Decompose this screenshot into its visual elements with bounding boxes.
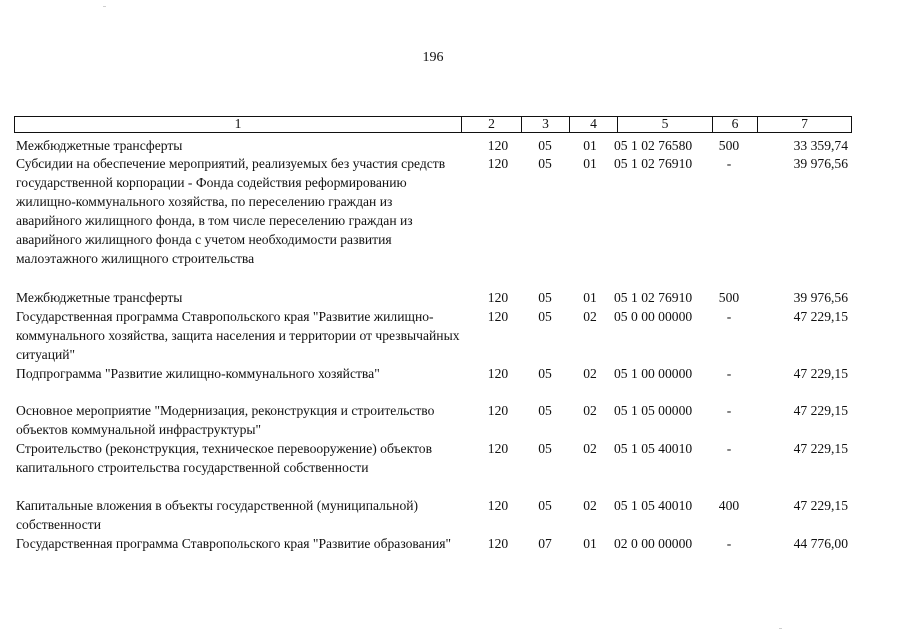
row-code-ministry: 120 xyxy=(487,441,509,456)
row-target-code: 05 1 00 00000 xyxy=(614,366,693,381)
header-col-1: 1 xyxy=(15,117,462,132)
row-subsection: 01 xyxy=(583,536,597,551)
row-amount: 44 776,00 xyxy=(793,536,848,551)
row-target-code: 05 1 05 40010 xyxy=(614,441,693,456)
row-section: 05 xyxy=(538,441,552,456)
row-amount: 47 229,15 xyxy=(793,309,848,324)
row-expense-type: 400 xyxy=(718,498,740,513)
row-amount: 33 359,74 xyxy=(793,138,848,153)
row-target-code: 05 1 02 76910 xyxy=(614,290,693,305)
row-subsection: 01 xyxy=(583,290,597,305)
header-col-2: 2 xyxy=(462,117,522,132)
header-col-6: 6 xyxy=(713,117,758,132)
row-name: Строительство (реконструкция, техническое перевооружение) объектов капитального строительства государственной собственности xyxy=(16,441,432,475)
row-subsection: 02 xyxy=(583,498,597,513)
row-target-code: 05 1 05 40010 xyxy=(614,498,693,513)
row-amount: 39 976,56 xyxy=(793,290,848,305)
row-code-ministry: 120 xyxy=(487,156,509,171)
row-name: Государственная программа Ставропольского края "Развитие жилищно-коммунального хозяйства, защита населения и территории от чрезвычайных ситуаций" xyxy=(16,309,460,362)
row-expense-type: - xyxy=(726,309,732,324)
row-section: 07 xyxy=(538,536,552,551)
header-col-4: 4 xyxy=(570,117,618,132)
row-section: 05 xyxy=(538,366,552,381)
row-subsection: 02 xyxy=(583,309,597,324)
row-subsection: 01 xyxy=(583,138,597,153)
scan-speck-bottom xyxy=(779,628,782,629)
row-subsection: 02 xyxy=(583,403,597,418)
row-expense-type: - xyxy=(726,441,732,456)
row-name: Государственная программа Ставропольского края "Развитие образования" xyxy=(16,536,452,551)
row-amount: 47 229,15 xyxy=(793,403,848,418)
header-col-3: 3 xyxy=(522,117,570,132)
row-code-ministry: 120 xyxy=(487,138,509,153)
row-amount: 47 229,15 xyxy=(793,498,848,513)
row-section: 05 xyxy=(538,290,552,305)
row-name: Основное мероприятие "Модернизация, реконструкция и строительство объектов коммунальной инфраструктуры" xyxy=(16,403,435,437)
row-amount: 47 229,15 xyxy=(793,366,848,381)
row-section: 05 xyxy=(538,498,552,513)
row-target-code: 05 1 02 76910 xyxy=(614,156,693,171)
table-header xyxy=(14,116,852,133)
row-expense-type: 500 xyxy=(718,290,740,305)
header-col-5: 5 xyxy=(618,117,713,132)
row-expense-type: - xyxy=(726,156,732,171)
row-code-ministry: 120 xyxy=(487,366,509,381)
row-target-code: 05 1 05 00000 xyxy=(614,403,693,418)
page-number: 196 xyxy=(422,50,444,65)
row-amount: 47 229,15 xyxy=(793,441,848,456)
row-code-ministry: 120 xyxy=(487,536,509,551)
row-expense-type: 500 xyxy=(718,138,740,153)
row-section: 05 xyxy=(538,156,552,171)
row-section: 05 xyxy=(538,309,552,324)
row-code-ministry: 120 xyxy=(487,290,509,305)
row-name: Межбюджетные трансферты xyxy=(16,138,183,153)
row-subsection: 01 xyxy=(583,156,597,171)
row-name: Субсидии на обеспечение мероприятий, реализуемых без участия средств государственной корпорации - Фонда содействия реформированию жилищно-коммунального хозяйства, по переселению граждан из аварийного жилищного фонда, в том числе переселению граждан из аварийного жилищного фонда с учетом необходимости развития малоэтажного жилищного строительства xyxy=(16,156,446,266)
row-expense-type: - xyxy=(726,366,732,381)
row-code-ministry: 120 xyxy=(487,403,509,418)
row-target-code: 02 0 00 00000 xyxy=(614,536,693,551)
row-name: Подпрограмма "Развитие жилищно-коммунального хозяйства" xyxy=(16,366,380,381)
row-name: Межбюджетные трансферты xyxy=(16,290,183,305)
row-expense-type: - xyxy=(726,403,732,418)
row-target-code: 05 0 00 00000 xyxy=(614,309,693,324)
row-expense-type: - xyxy=(726,536,732,551)
row-code-ministry: 120 xyxy=(487,498,509,513)
row-section: 05 xyxy=(538,403,552,418)
row-target-code: 05 1 02 76580 xyxy=(614,138,693,153)
row-amount: 39 976,56 xyxy=(793,156,848,171)
row-section: 05 xyxy=(538,138,552,153)
scan-speck-top xyxy=(103,6,106,7)
row-subsection: 02 xyxy=(583,366,597,381)
row-subsection: 02 xyxy=(583,441,597,456)
row-name: Капитальные вложения в объекты государственной (муниципальной) собственности xyxy=(16,498,419,532)
header-col-7: 7 xyxy=(801,116,808,131)
row-code-ministry: 120 xyxy=(487,309,509,324)
